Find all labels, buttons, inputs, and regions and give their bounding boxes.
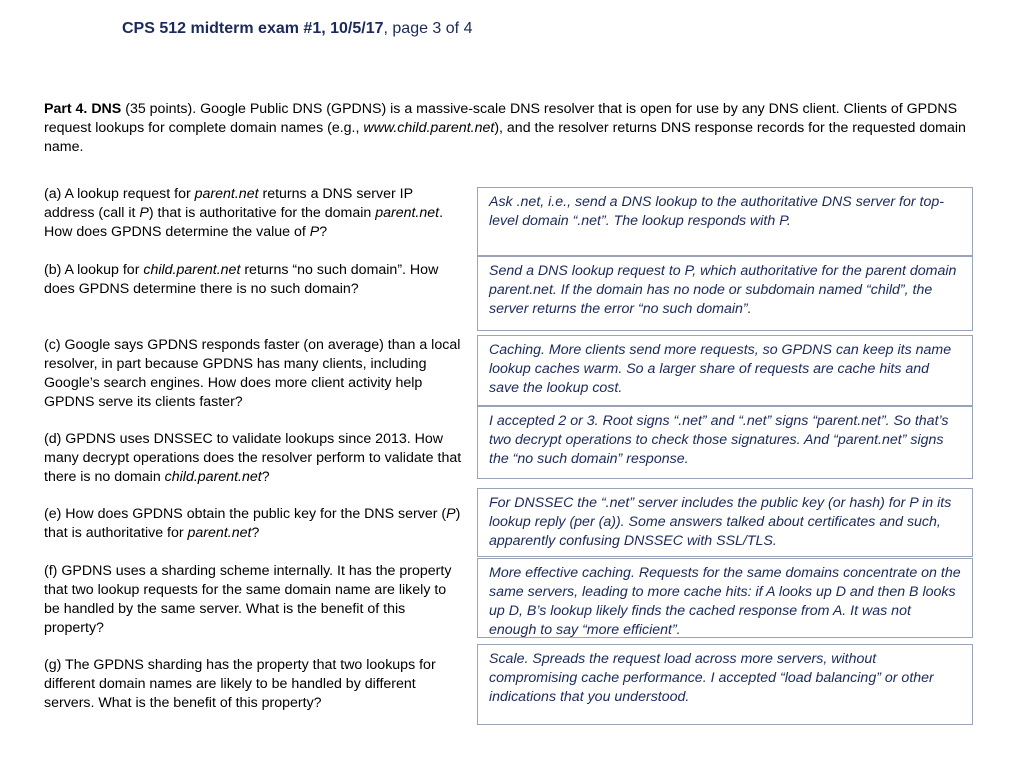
q-em: child.parent.net [164,469,262,485]
intro-text: (35 points). Google Public DNS (GPDNS) is a massive-scale DNS resolver that is open for use by any DNS client. Clients of GPDNS request lookups for complete domain names (e.g., [44,101,958,136]
q-text: ) that is authoritative for [44,506,461,541]
q-text: ) that is authoritative for the domain [148,205,376,221]
q-em: parent.net [187,525,252,541]
answer-a: Ask .net, i.e., send a DNS lookup to the authoritative DNS server for top-level domain “.net”. The lookup responds with P. [477,187,973,256]
answer-g: Scale. Spreads the request load across more servers, without compromising cache performance. I accepted “load balancing” or other indications that you understood. [477,644,973,725]
answer-d: I accepted 2 or 3. Root signs “.net” and “.net” signs “parent.net”. So that’s two decrypt operations to check those signatures. And “parent.net” signs the “no such domain” response. [477,406,973,479]
q-text: ? [261,469,270,485]
part-intro [44,100,974,157]
answer-c: Caching. More clients send more requests, so GPDNS can keep its name lookup caches warm. So a larger share of requests are cache hits and save the lookup cost. [477,335,973,406]
part-label: Part 4. DNS [44,101,122,117]
question-g [44,656,464,713]
question-d [44,430,464,487]
question-b [44,261,464,299]
q-text: (g) The GPDNS sharding has the property that two lookups for different domain names are likely to be handled by different servers. What is the benefit of this property? [44,657,436,711]
q-text: (f) GPDNS uses a sharding scheme internally. It has the property that two lookup requests for the same domain name are likely to be handled by the same server. What is the benefit of this property? [44,563,452,636]
question-f [44,562,464,638]
intro-example: www.child.parent.net [363,120,495,136]
q-text: ? [319,224,328,240]
q-em: parent.net [194,186,259,202]
q-text: (d) GPDNS uses DNSSEC to validate lookups since 2013. How many decrypt operations does the resolver perform to validate that there is no domain [44,431,462,485]
q-em: child.parent.net [143,262,241,278]
title-bold: CPS 512 midterm exam #1, 10/5/17 [122,20,384,37]
q-text: returns “no such domain”. How does GPDNS determine there is no such domain? [44,262,439,297]
q-em: P [139,205,149,221]
page-title [122,20,472,38]
q-text: ? [251,525,260,541]
answer-e: For DNSSEC the “.net” server includes the public key (or hash) for P in its lookup reply (per (a)). Some answers talked about certificates and such, apparently confusing DNSSEC with SSL/TLS. [477,488,973,557]
answer-b: Send a DNS lookup request to P, which authoritative for the parent domain parent.net. If the domain has no node or subdomain named “child”, the server returns the error “no such domain”. [477,256,973,331]
question-e [44,505,464,543]
q-text: (e) How does GPDNS obtain the public key for the DNS server ( [44,506,447,522]
intro-text-end: ), and the resolver returns DNS response records for the requested domain name. [44,120,966,155]
q-em: parent.net [375,205,440,221]
q-text: (b) A lookup for [44,262,144,278]
q-text: (a) A lookup request for [44,186,195,202]
q-text: . How does GPDNS determine the value of [44,205,444,240]
question-a [44,185,464,242]
q-em: P [309,224,320,240]
answer-f: More effective caching. Requests for the same domains concentrate on the same servers, leading to more cache hits: if A looks up D and then B looks up D, B’s lookup likely finds the cached response from A. It was not enough to say “more efficient”. [477,558,973,638]
q-text: (c) Google says GPDNS responds faster (on average) than a local resolver, in part because GPDNS has many clients, including Google’s search engines. How does more client activity help GPDNS serve its clients faster? [44,337,461,410]
q-text: returns a DNS server IP address (call it [44,186,413,221]
q-em: P [446,506,456,522]
title-page: , page 3 of 4 [383,20,473,37]
question-c [44,336,464,412]
